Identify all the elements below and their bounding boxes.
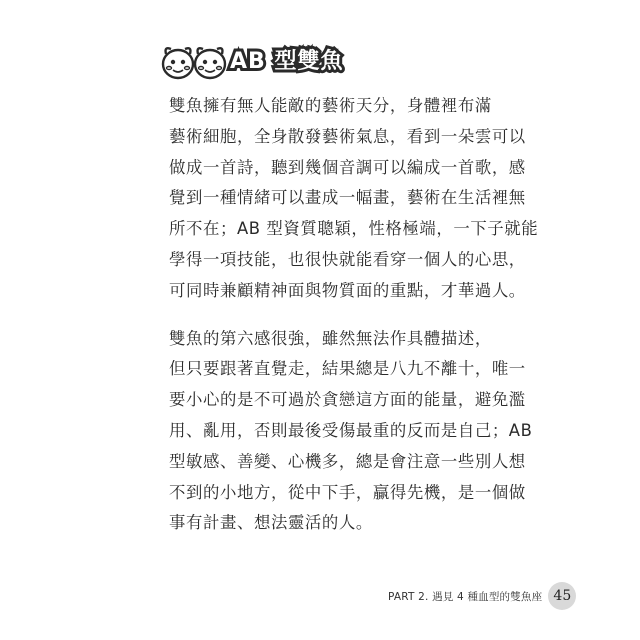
text-line: 事有計畫、想法靈活的人。 (169, 513, 373, 533)
text-line: 雙魚的第六感很強，雖然無法作具體描述， (169, 328, 492, 348)
text-line: 要小心的是不可過於貪戀這方面的能量，避免濫 (169, 390, 526, 410)
paragraph-2 (169, 324, 533, 540)
text-line: 藝術細胞，全身散發藝術氣息，看到一朵雲可以 (169, 126, 526, 146)
body-text (169, 91, 539, 539)
text-line: 雙魚擁有無人能敵的藝術天分，身體裡布滿 (169, 96, 492, 115)
paragraph-spacer (169, 307, 509, 324)
text-line: 可同時兼顧精神面與物質面的重點，才華過人。 (169, 280, 526, 300)
text-line: 但只要跟著直覺走，結果總是八九不離十，唯一 (169, 359, 526, 379)
text-line: 覺到一種情緒可以畫成一幅畫，藝術在生活裡無 (169, 188, 526, 208)
text-line: 學得一項技能，也很快就能看穿一個人的心思， (169, 249, 526, 269)
section-heading (160, 40, 343, 84)
text-line: 不到的小地方，從中下手，贏得先機，是一個做 (169, 482, 526, 502)
text-line: 做成一首詩，聽到幾個音調可以編成一首歌，感 (169, 157, 526, 177)
twin-fish-mascot-icon (160, 42, 228, 82)
page-footer (388, 582, 576, 610)
page-number-badge: 45 (548, 582, 576, 610)
paragraph-1 (169, 91, 539, 307)
heading-title: AB 型雙魚 (230, 49, 344, 74)
text-line: 型敏感、善變、心機多，總是會注意一些別人想 (169, 451, 526, 471)
text-line: 所不在；AB 型資質聰穎，性格極端，一下子就能 (169, 219, 539, 239)
text-line: 用、亂用，否則最後受傷最重的反而是自己；AB (169, 420, 533, 440)
footer-section-title: PART 2. 遇見 4 種血型的雙魚座 (388, 590, 543, 603)
